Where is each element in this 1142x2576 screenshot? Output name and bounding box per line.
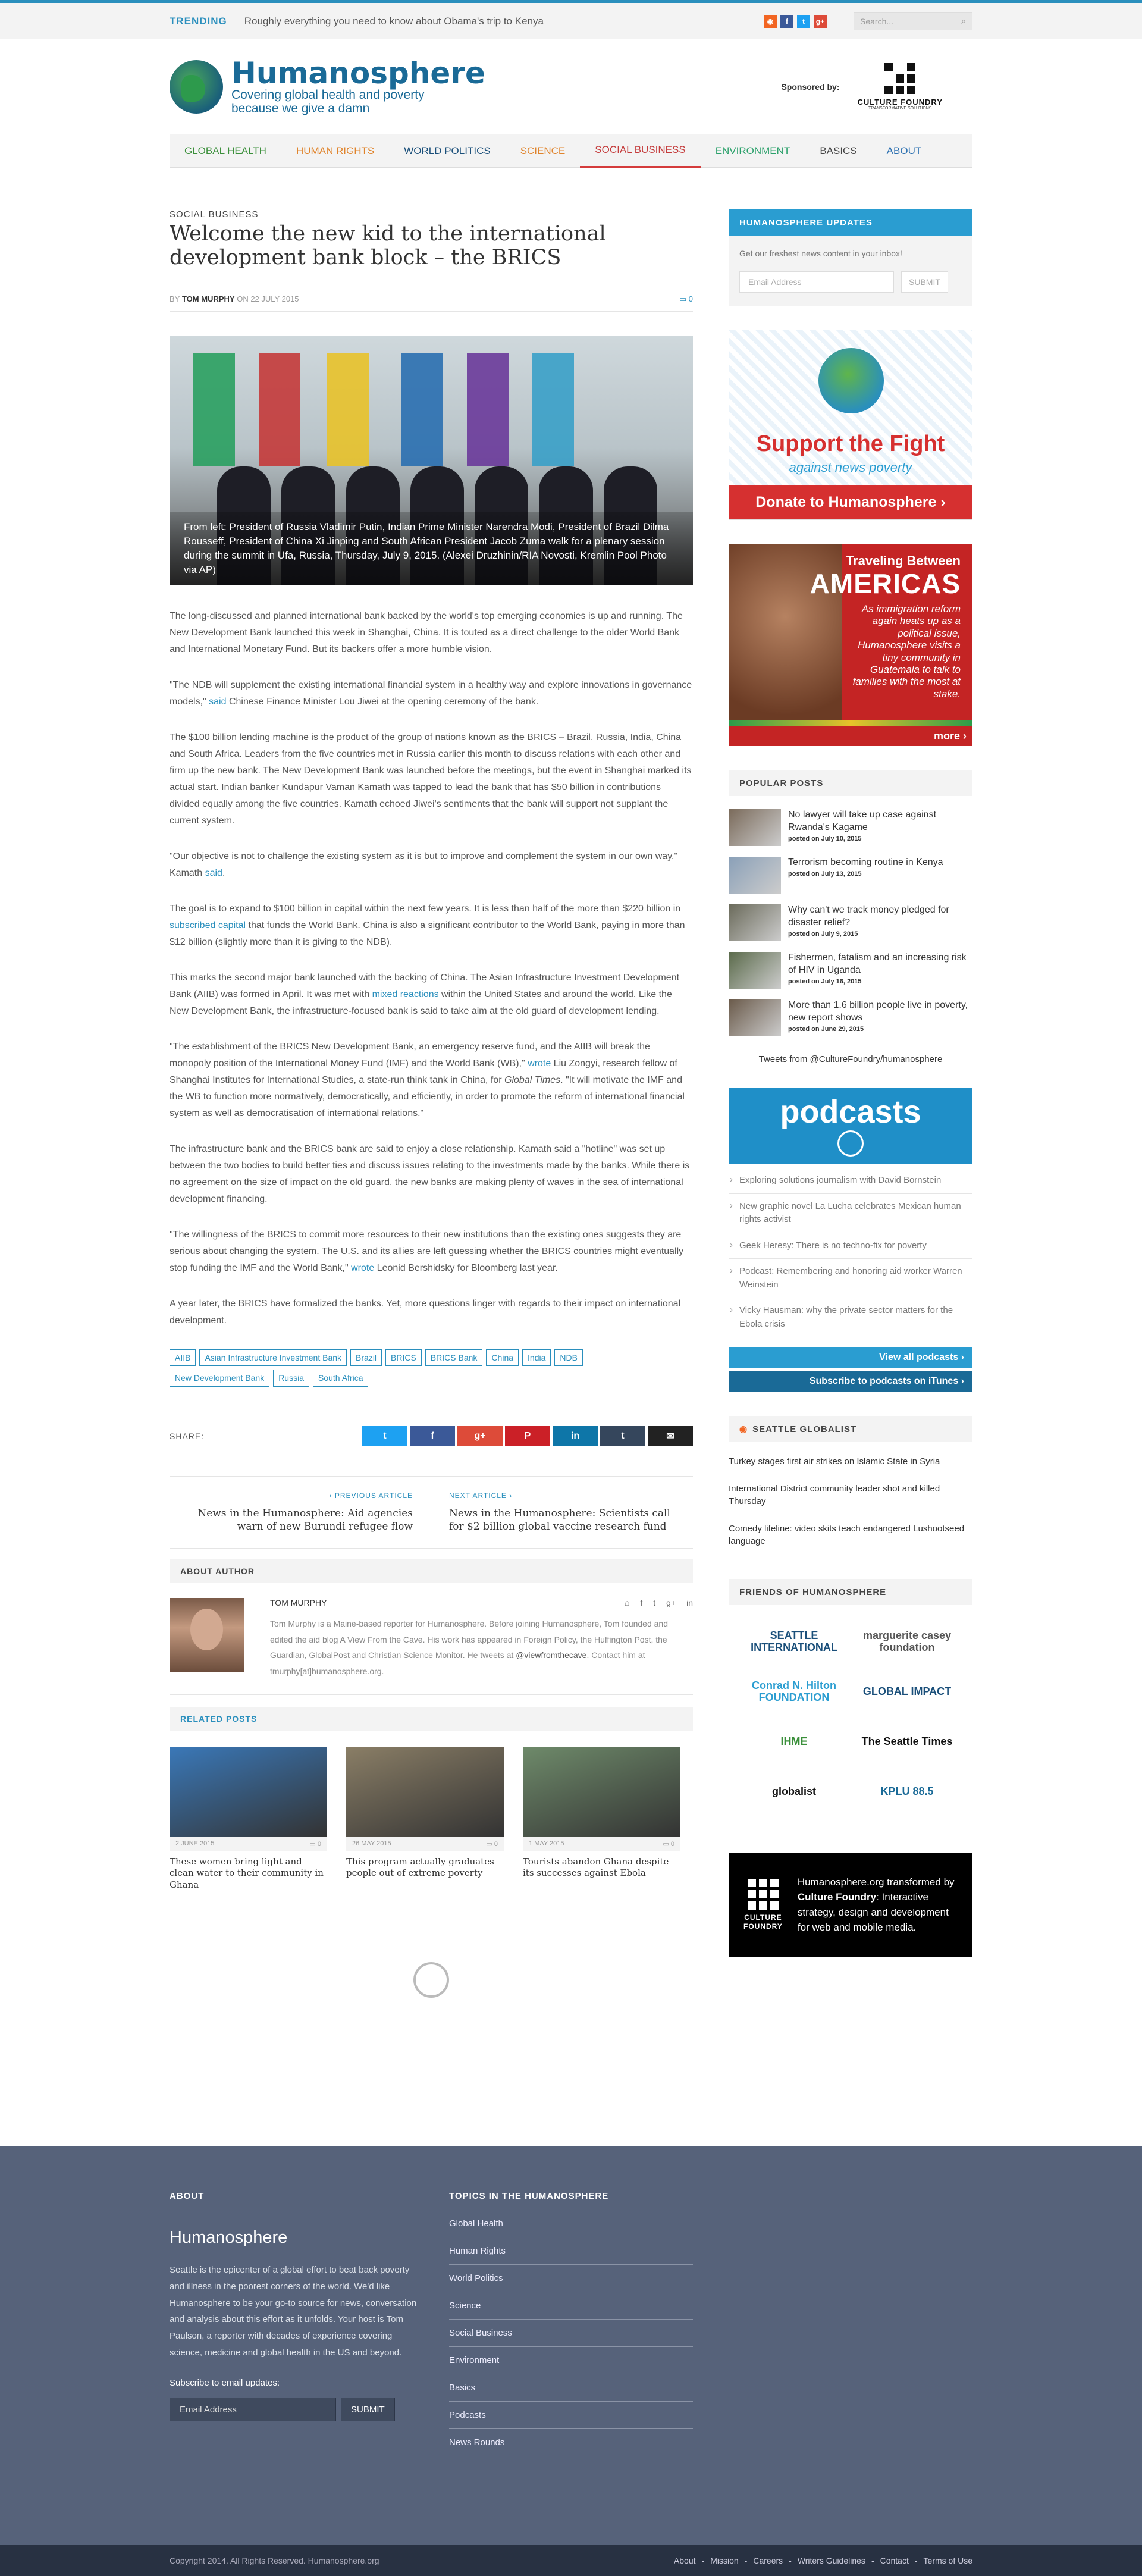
article-paragraph: "Our objective is not to challenge the existing system as it is but to improve and complement the system in our own way," Kamath said. bbox=[170, 851, 678, 878]
sponsored-label: Sponsored by: bbox=[781, 82, 840, 92]
footer-submit-button[interactable]: SUBMIT bbox=[341, 2398, 395, 2421]
comment-count[interactable] bbox=[679, 294, 693, 304]
friends-heading: FRIENDS OF HUMANOSPHERE bbox=[729, 1579, 972, 1605]
nav-item-global-health[interactable]: GLOBAL HEALTH bbox=[184, 145, 266, 156]
popular-post-title[interactable]: More than 1.6 billion people live in poverty, new report shows bbox=[788, 1000, 968, 1023]
copyright: Copyright 2014. All Rights Reserved. Humanosphere.org bbox=[170, 2556, 379, 2566]
site-name: Humanosphere bbox=[231, 55, 485, 90]
related-post-date: 26 MAY 2015 bbox=[352, 1839, 391, 1847]
popular-post-title[interactable]: Terrorism becoming routine in Kenya bbox=[788, 857, 943, 867]
footer-topic-link[interactable]: Human Rights bbox=[449, 2237, 693, 2265]
link-separator: - bbox=[789, 2556, 792, 2566]
article-paragraph: The goal is to expand to $100 billion in capital within the next few years. It is less than half of the more than $220 billion in subscribed capital that funds the World Bank. China is also a significant contributor to the World Bank, paying in more than $12 billion (slightly more than it is giving to the NDB). bbox=[170, 903, 685, 947]
popular-post-thumbnail[interactable] bbox=[729, 904, 781, 941]
related-post-meta bbox=[346, 1837, 504, 1851]
globe-icon bbox=[818, 348, 884, 413]
footer-link[interactable]: Writers Guidelines bbox=[797, 2556, 865, 2566]
tag-link[interactable]: South Africa bbox=[313, 1370, 369, 1387]
linkedin-icon[interactable]: in bbox=[686, 1598, 693, 1608]
partner-logo[interactable]: SEATTLE INTERNATIONAL bbox=[751, 1629, 837, 1653]
submit-button[interactable]: SUBMIT bbox=[901, 271, 948, 293]
avatar[interactable] bbox=[170, 1598, 244, 1672]
article-paragraph: "The willingness of the BRICS to commit more resources to their new institutions than the existing ones suggests they are serious about changing the system. The U.S. and its allies are left guessing whether the BRICS countries might eventually stop funding the IMF and the World Bank," wrote Leonid Bershidsky for Bloomberg last year. bbox=[170, 1229, 684, 1273]
article-meta bbox=[170, 287, 693, 312]
rss-icon: ◉ bbox=[739, 1424, 748, 1434]
article-paragraph: A year later, the BRICS have formalized the banks. Yet, more questions linger with regards to their impact on international development. bbox=[170, 1298, 681, 1325]
americas-ad[interactable] bbox=[729, 544, 972, 746]
article-category[interactable]: SOCIAL BUSINESS bbox=[170, 209, 259, 220]
main-area bbox=[0, 209, 1142, 2033]
partner-logo[interactable]: marguerite casey foundation bbox=[862, 1629, 952, 1653]
nav-item-basics[interactable]: BASICS bbox=[820, 145, 857, 156]
next-title[interactable]: News in the Humanosphere: Scientists call for $2 billion global vaccine research fund bbox=[449, 1508, 670, 1533]
footer-topic-link[interactable]: World Politics bbox=[449, 2265, 693, 2292]
comment-count-value: 0 bbox=[688, 294, 693, 303]
related-post-title[interactable]: These women bring light and clean water to their community in Ghana bbox=[170, 1856, 324, 1890]
previous-label: ‹ PREVIOUS ARTICLE bbox=[329, 1491, 413, 1500]
article-paragraph: The infrastructure bank and the BRICS bank are said to enjoy a close relationship. Kamath said a "hotline" was set up between the two bodies to build better ties and discuss issues relating to the investments made by the banks. While there is no agreement on the size of impact on the old guard, the new banks are making plenty of waves in the sea of international development financing. bbox=[170, 1143, 690, 1204]
article-date: ON 22 JULY 2015 bbox=[237, 294, 299, 303]
partner-logo[interactable]: GLOBAL IMPACT bbox=[862, 1685, 952, 1698]
footer-brand: Humanosphere bbox=[170, 2228, 288, 2248]
popular-post-title[interactable]: Why can't we track money pledged for disaster relief? bbox=[788, 905, 949, 927]
trending-label: TRENDING bbox=[170, 15, 227, 27]
facebook-icon[interactable]: f bbox=[640, 1598, 643, 1608]
comment-count-value: 0 bbox=[494, 1840, 498, 1848]
tumblr-icon[interactable]: t bbox=[600, 1426, 645, 1446]
seattle-globalist-heading: ◉ SEATTLE GLOBALIST bbox=[729, 1416, 972, 1442]
popular-posts-heading: POPULAR POSTS bbox=[729, 770, 972, 796]
related-post-image[interactable] bbox=[170, 1747, 327, 1837]
googleplus-icon[interactable]: g+ bbox=[457, 1426, 503, 1446]
seattle-globalist-item[interactable]: Comedy lifeline: video skits teach endangered Lushootseed language bbox=[729, 1515, 972, 1555]
footer-topic-link[interactable]: Podcasts bbox=[449, 2402, 693, 2429]
tag-link[interactable]: BRICS Bank bbox=[425, 1349, 483, 1367]
site-tagline-2: because we give a damn bbox=[231, 102, 370, 115]
friends-widget bbox=[729, 1579, 972, 1829]
footer-topic-link[interactable]: Global Health bbox=[449, 2210, 693, 2237]
related-post-image[interactable] bbox=[346, 1747, 504, 1837]
tag-link[interactable]: NDB bbox=[554, 1349, 583, 1367]
culture-foundry-logo: CULTURE FOUNDRY bbox=[743, 1879, 783, 1931]
comment-icon: ▭ bbox=[486, 1840, 494, 1848]
inline-link[interactable]: said bbox=[209, 696, 227, 707]
post-navigation bbox=[170, 1476, 693, 1549]
culture-foundry-icon bbox=[743, 1879, 783, 1910]
nav-item-environment[interactable]: ENVIRONMENT bbox=[715, 145, 790, 156]
partner-logo[interactable]: Conrad N. Hilton FOUNDATION bbox=[752, 1679, 836, 1703]
facebook-icon[interactable]: f bbox=[780, 15, 793, 28]
culture-foundry-promo[interactable] bbox=[729, 1853, 972, 1957]
footer-links bbox=[674, 2556, 972, 2565]
home-icon[interactable]: ⌂ bbox=[624, 1598, 630, 1608]
footer-link[interactable]: Mission bbox=[710, 2556, 739, 2566]
link-separator: - bbox=[871, 2556, 874, 2566]
trending-link[interactable]: Roughly everything you need to know about Obama's trip to Kenya bbox=[244, 15, 544, 27]
share-label: SHARE: bbox=[170, 1431, 205, 1441]
podcast-item[interactable]: › Geek Heresy: There is no techno-fix for poverty bbox=[729, 1233, 972, 1259]
comment-count[interactable] bbox=[486, 1840, 498, 1848]
tag-list bbox=[170, 1349, 663, 1387]
previous-title[interactable]: News in the Humanosphere: Aid agencies warn of new Burundi refugee flow bbox=[197, 1508, 413, 1533]
ad-kicker: Traveling Between bbox=[845, 553, 961, 568]
footer-link[interactable]: Careers bbox=[753, 2556, 783, 2566]
ad-subheadline: against news poverty bbox=[789, 460, 912, 475]
link-separator: - bbox=[914, 2556, 918, 2566]
about-author-heading: ABOUT AUTHOR bbox=[170, 1559, 693, 1583]
inline-link[interactable]: mixed reactions bbox=[372, 989, 439, 999]
author-link[interactable]: TOM MURPHY bbox=[181, 294, 235, 303]
donate-ad[interactable] bbox=[729, 330, 972, 520]
sponsor-subtitle: TRANSFORMATIVE SOLUTIONS bbox=[868, 106, 932, 111]
seattle-globalist-item[interactable]: International District community leader shot and killed Thursday bbox=[729, 1475, 972, 1515]
search-icon[interactable]: ⌕ bbox=[961, 16, 966, 26]
tag-link[interactable]: China bbox=[486, 1349, 519, 1367]
popular-post-thumbnail[interactable] bbox=[729, 857, 781, 894]
tag-link[interactable]: Asian Infrastructure Investment Bank bbox=[199, 1349, 347, 1367]
twitter-icon[interactable]: t bbox=[797, 15, 810, 28]
footer-topic-link[interactable]: News Rounds bbox=[449, 2429, 693, 2456]
googleplus-icon[interactable]: g+ bbox=[814, 15, 827, 28]
share-buttons bbox=[362, 1426, 693, 1446]
popular-post-thumbnail[interactable] bbox=[729, 809, 781, 846]
facebook-icon[interactable]: f bbox=[410, 1426, 455, 1446]
linkedin-icon[interactable]: in bbox=[553, 1426, 598, 1446]
popular-post-thumbnail[interactable] bbox=[729, 952, 781, 989]
previous-article[interactable] bbox=[170, 1491, 431, 1533]
related-post-date: 1 MAY 2015 bbox=[529, 1839, 564, 1847]
googleplus-icon[interactable]: g+ bbox=[666, 1598, 676, 1608]
article-paragraph: The long-discussed and planned international bank backed by the world's top emerging economies is up and running. The New Development Bank launched this week in Shanghai, China. It is touted as a direct challenge to the older World Bank and International Monetary Fund. But its backers offer a more humble vision. bbox=[170, 610, 683, 654]
link-separator: - bbox=[744, 2556, 748, 2566]
twitter-icon[interactable]: t bbox=[362, 1426, 407, 1446]
footer-email-field[interactable]: Email Address bbox=[170, 2398, 336, 2421]
email-field[interactable]: Email Address bbox=[739, 271, 894, 293]
related-posts-heading: RELATED POSTS bbox=[170, 1707, 693, 1731]
podcast-item[interactable]: › Podcast: Remembering and honoring aid worker Warren Weinstein bbox=[729, 1259, 972, 1298]
footer-topic-link[interactable]: Social Business bbox=[449, 2320, 693, 2347]
comment-count[interactable] bbox=[663, 1840, 674, 1848]
culture-foundry-text: Humanosphere.org transformed by Culture Foundry: Interactive strategy, design and development for web and mobile media. bbox=[797, 1876, 955, 1933]
article-paragraph: "The establishment of the BRICS New Development Bank, an emergency reserve fund, and the AIIB will break the monopoly position of the International Money Fund (IMF) and the World Bank (WB)," wrote Liu Zongyi, research fellow of Shanghai Institutes for International Studies, a state-run think tank in China, for Global Times. "It will motivate the IMF and the WB to function more normatively, democratically, and efficiently, in order to promote the reform of international financial system as well as democratisation of international relations." bbox=[170, 1041, 685, 1118]
tag-link[interactable]: BRICS bbox=[385, 1349, 422, 1367]
popular-posts-widget bbox=[729, 770, 972, 1036]
next-label: NEXT ARTICLE › bbox=[449, 1491, 513, 1500]
hero-caption: From left: President of Russia Vladimir Putin, Indian Prime Minister Narendra Modi, President of Brazil Dilma Rousseff, President of China Xi Jinping and South African President Jacob Zuma walk for a plenary session during the summit in Ufa, Russia, Thursday, July 9, 2015. (Alexei Druzhinin/RIA Novosti, Kremlin Pool Photo via AP) bbox=[170, 512, 693, 585]
popular-post-date: posted on July 16, 2015 bbox=[788, 977, 862, 985]
podcast-item[interactable]: › Exploring solutions journalism with David Bornstein bbox=[729, 1168, 972, 1194]
comment-icon: ▭ bbox=[663, 1840, 671, 1848]
tag-link[interactable]: AIIB bbox=[170, 1349, 196, 1367]
author-box bbox=[170, 1583, 693, 1694]
tag-link[interactable]: Russia bbox=[273, 1370, 309, 1387]
updates-widget bbox=[729, 209, 972, 306]
footer-topic-link[interactable]: Basics bbox=[449, 2374, 693, 2402]
hero-image bbox=[170, 336, 693, 585]
itunes-subscribe-button[interactable]: Subscribe to podcasts on iTunes › bbox=[729, 1371, 972, 1392]
twitter-icon[interactable]: t bbox=[653, 1598, 656, 1608]
inline-link[interactable]: said bbox=[205, 867, 222, 878]
pinterest-icon[interactable]: P bbox=[505, 1426, 550, 1446]
main-nav bbox=[0, 134, 1142, 168]
related-post-meta bbox=[523, 1837, 680, 1851]
article-paragraph: This marks the second major bank launched with the backing of China. The Asian Infrastructure Investment Development Bank (AIIB) was formed in April. It was met with mixed reactions within the United States and around the world. Like the New Development Bank, the infrastructure-focused bank is said to take aim at the old guard of development lending. bbox=[170, 972, 680, 1016]
sponsor-name: CULTURE FOUNDRY bbox=[857, 98, 943, 106]
popular-post[interactable] bbox=[729, 857, 972, 894]
top-social-icons bbox=[764, 15, 827, 28]
culture-foundry-logo[interactable] bbox=[857, 63, 943, 111]
footer-topics-heading: TOPICS IN THE HUMANOSPHERE bbox=[449, 2191, 693, 2210]
nav-item-world-politics[interactable]: WORLD POLITICS bbox=[404, 145, 491, 156]
sidebar bbox=[729, 209, 972, 2033]
tag-link[interactable]: Brazil bbox=[350, 1349, 382, 1367]
partner-logo[interactable]: globalist bbox=[771, 1785, 816, 1798]
related-post[interactable] bbox=[170, 1747, 327, 1891]
inline-link[interactable]: wrote bbox=[528, 1058, 551, 1068]
related-post-title[interactable]: Tourists abandon Ghana despite its successes against Ebola bbox=[523, 1856, 669, 1879]
ad-body: As immigration reform again heats up as a political issue, Humanosphere visits a tiny community in Guatemala to talk to families with the most at stake. bbox=[852, 603, 961, 700]
nav-item-human-rights[interactable]: HUMAN RIGHTS bbox=[296, 145, 375, 156]
related-post[interactable] bbox=[523, 1747, 680, 1891]
popular-post[interactable] bbox=[729, 809, 972, 846]
popular-post-thumbnail[interactable] bbox=[729, 999, 781, 1036]
podcast-item[interactable]: › Vicky Hausman: why the private sector matters for the Ebola crisis bbox=[729, 1298, 972, 1337]
seattle-globalist-widget bbox=[729, 1416, 972, 1555]
donate-button[interactable]: Donate to Humanosphere › bbox=[729, 485, 972, 519]
related-post[interactable] bbox=[346, 1747, 504, 1891]
updates-text: Get our freshest news content in your inbox! bbox=[739, 249, 902, 258]
decorative-stripe bbox=[729, 720, 972, 726]
footer-link[interactable]: Terms of Use bbox=[923, 2556, 972, 2566]
nav-item-about[interactable]: ABOUT bbox=[886, 145, 922, 156]
search-placeholder: Search... bbox=[860, 16, 894, 26]
byline-prefix: BY bbox=[170, 294, 180, 303]
partner-logo[interactable]: KPLU 88.5 bbox=[880, 1785, 934, 1798]
footer-about-heading: ABOUT bbox=[170, 2191, 419, 2210]
comment-icon: ▭ bbox=[309, 1840, 318, 1848]
tag-link[interactable]: India bbox=[522, 1349, 551, 1367]
partner-logo[interactable]: The Seattle Times bbox=[861, 1735, 953, 1748]
comments-loading-icon bbox=[413, 1962, 449, 1998]
popular-post[interactable] bbox=[729, 999, 972, 1036]
podcasts-title: podcasts bbox=[780, 1094, 921, 1130]
footer-topic-link[interactable]: Environment bbox=[449, 2347, 693, 2374]
nav-item-science[interactable]: SCIENCE bbox=[520, 145, 566, 156]
more-link[interactable]: more › bbox=[933, 730, 967, 742]
popular-post-title[interactable]: Fishermen, fatalism and an increasing risk of HIV in Uganda bbox=[788, 952, 967, 975]
popular-post-date: posted on July 10, 2015 bbox=[788, 835, 862, 842]
inline-link[interactable]: wrote bbox=[351, 1262, 375, 1273]
related-post-title[interactable]: This program actually graduates people out of extreme poverty bbox=[346, 1856, 494, 1879]
ad-headline: AMERICAS bbox=[810, 568, 961, 599]
podcasts-banner[interactable] bbox=[729, 1088, 972, 1164]
related-post-date: 2 JUNE 2015 bbox=[175, 1839, 215, 1847]
popular-post-date: posted on July 13, 2015 bbox=[788, 870, 862, 878]
related-posts bbox=[170, 1747, 693, 1891]
ad-headline: Support the Fight bbox=[756, 431, 945, 456]
globe-logo-icon[interactable] bbox=[170, 60, 223, 114]
podcasts-widget bbox=[729, 1088, 972, 1392]
link-separator: - bbox=[701, 2556, 705, 2566]
headphones-icon bbox=[837, 1130, 864, 1157]
footer-link[interactable]: Contact bbox=[880, 2556, 909, 2566]
next-article[interactable] bbox=[431, 1491, 693, 1533]
footer-link[interactable]: About bbox=[673, 2556, 696, 2566]
comment-icon: ▭ bbox=[679, 294, 689, 303]
comment-count-value: 0 bbox=[670, 1840, 674, 1848]
culture-foundry-icon bbox=[857, 63, 943, 94]
tag-link[interactable]: New Development Bank bbox=[170, 1370, 269, 1387]
author-social-icons bbox=[625, 1598, 693, 1607]
footer-topic-link[interactable]: Science bbox=[449, 2292, 693, 2320]
search-input[interactable] bbox=[854, 12, 972, 30]
popular-post-date: posted on June 29, 2015 bbox=[788, 1025, 864, 1033]
footer-subscribe-label: Subscribe to email updates: bbox=[170, 2377, 280, 2388]
seattle-globalist-item[interactable]: Turkey stages first air strikes on Islamic State in Syria bbox=[729, 1448, 972, 1475]
view-all-podcasts-button[interactable]: View all podcasts › bbox=[729, 1347, 972, 1368]
popular-post[interactable] bbox=[729, 904, 972, 941]
sponsor-block bbox=[781, 63, 943, 111]
comment-count-value: 0 bbox=[317, 1840, 321, 1848]
author-bio: Tom Murphy is a Maine-based reporter for Humanosphere. Before joining Humanosphere, Tom founded and edited the aid blog A View From the Cave. His work has appeared in Foreign Policy, the Huffington Post, the Guardian, GlobalPost and Christian Science Monitor. He tweets at @viewfromthecave. Contact him at tmurphy[at]humanosphere.org. bbox=[270, 1619, 668, 1676]
article-paragraph: The $100 billion lending machine is the product of the group of nations known as the BRICS – Brazil, Russia, India, China and South Africa. Leaders from the five countries met in Russia earlier this month to discuss relations with each other and firm up the new bank. The New Development Bank was launched before the meetings, but the event in Shanghai marked its actual start. Indian banker Kundapur Vaman Kamath was tapped to lead the bank that has $50 billion in contributions divided equally among the five countries. Kamath echoed Jiwei's sentiments that the bank will support not supplant the current system. bbox=[170, 732, 692, 826]
podcast-item[interactable]: › New graphic novel La Lucha celebrates Mexican human rights activist bbox=[729, 1194, 972, 1233]
comment-count[interactable] bbox=[309, 1840, 321, 1848]
partner-logo[interactable]: IHME bbox=[780, 1735, 808, 1748]
bottom-bar bbox=[0, 2545, 1142, 2576]
site-logo[interactable] bbox=[231, 55, 485, 115]
article-paragraph: "The NDB will supplement the existing international financial system in a healthy way and explore innovations in governance models," said Chinese Finance Minister Lou Jiwei at the opening ceremony of the bank. bbox=[170, 679, 692, 707]
tweets-link[interactable]: Tweets from @CultureFoundry/humanosphere bbox=[758, 1054, 943, 1064]
popular-post-title[interactable]: No lawyer will take up case against Rwanda's Kagame bbox=[788, 810, 937, 832]
footer-about-text: Seattle is the epicenter of a global effort to beat back poverty and illness in the poorest corners of the world. We'd like Humanosphere to be your go-to source for news, conversation and analysis about this effort as it unfolds. Your host is Tom Paulson, a reporter with decades of experience covering science, medicine and global health in the US and beyond. bbox=[170, 2265, 417, 2358]
popular-post[interactable] bbox=[729, 952, 972, 989]
site-footer bbox=[0, 2146, 1142, 2545]
inline-link[interactable]: subscribed capital bbox=[170, 920, 246, 930]
popular-post-date: posted on July 9, 2015 bbox=[788, 930, 858, 938]
related-post-meta bbox=[170, 1837, 327, 1851]
top-bar bbox=[0, 0, 1142, 39]
email-icon[interactable]: ✉ bbox=[648, 1426, 693, 1446]
site-tagline-1: Covering global health and poverty bbox=[231, 87, 425, 102]
nav-item-social-business[interactable]: SOCIAL BUSINESS bbox=[580, 134, 700, 168]
share-bar bbox=[170, 1411, 693, 1446]
rss-icon[interactable]: ◉ bbox=[764, 15, 777, 28]
author-name[interactable]: TOM MURPHY bbox=[270, 1598, 327, 1608]
article-title: Welcome the new kid to the international development bank block – the BRICS bbox=[170, 222, 606, 270]
related-post-image[interactable] bbox=[523, 1747, 680, 1837]
article-column bbox=[170, 209, 693, 2033]
updates-heading: HUMANOSPHERE UPDATES bbox=[729, 209, 972, 236]
site-header bbox=[0, 39, 1142, 134]
author-twitter-link[interactable]: @viewfromthecave bbox=[516, 1650, 587, 1660]
